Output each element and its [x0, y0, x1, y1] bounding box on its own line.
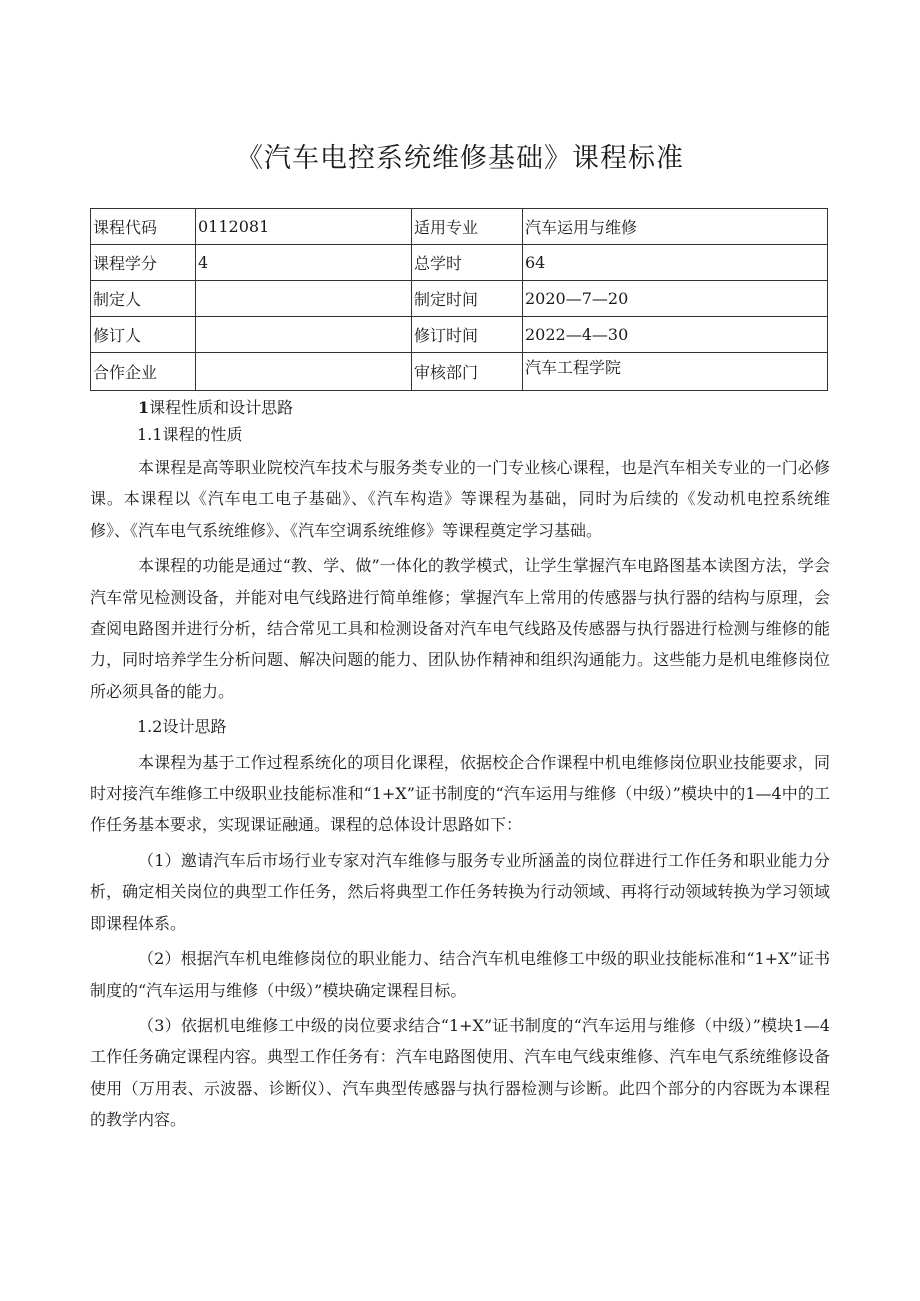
page-title: 《汽车电控系统维修基础》课程标准 [236, 143, 684, 175]
table-row [91, 281, 828, 317]
document-body [90, 394, 830, 1140]
table-cell: 0112081 [196, 209, 412, 245]
table-cell: 64 [523, 245, 828, 281]
subsection-heading: 1.1课程的性质 [137, 425, 243, 444]
table-cell: 汽车运用与维修 [523, 209, 828, 245]
table-cell: 2022—4—30 [523, 317, 828, 353]
table-cell: 修订时间 [412, 317, 523, 353]
paragraph: （1）邀请汽车后市场行业专家对汽车维修与服务专业所涵盖的岗位群进行工作任务和职业能力分析，确定相关岗位的典型工作任务，然后将典型工作任务转换为行动领域、再将行动领域转换为学习领域即课程体系。 [90, 850, 830, 933]
table-cell: 审核部门 [412, 353, 523, 391]
paragraph: 本课程的功能是通过“教、学、做”一体化的教学模式，让学生掌握汽车电路图基本读图方法，学会汽车常见检测设备，并能对电气线路进行简单维修；掌握汽车上常用的传感器与执行器的结构与原理，会查阅电路图并进行分析，结合常见工具和检测设备对汽车电气线路及传感器与执行器进行检测与维修的能力，同时培养学生分析问题、解决问题的能力、团队协作精神和组织沟通能力。这些能力是机电维修岗位所必须具备的能力。 [90, 556, 830, 701]
table-cell: 适用专业 [412, 209, 523, 245]
table-cell: 汽车工程学院 [523, 353, 828, 391]
course-info-table [90, 208, 828, 391]
table-cell: 课程学分 [91, 245, 196, 281]
table-cell: 合作企业 [91, 353, 196, 391]
table-cell [196, 281, 412, 317]
table-cell: 2020—7—20 [523, 281, 828, 317]
table-cell: 修订人 [91, 317, 196, 353]
table-cell: 总学时 [412, 245, 523, 281]
table-cell [196, 317, 412, 353]
table-row [91, 209, 828, 245]
paragraph: （3）依据机电维修工中级的岗位要求结合“1+X”证书制度的“汽车运用与维修（中级）”模块1—4工作任务确定课程内容。典型工作任务有：汽车电路图使用、汽车电气线束维修、汽车电气系统维修设备使用（万用表、示波器、诊断仪）、汽车典型传感器与执行器检测与诊断。此四个部分的内容既为本课程的教学内容。 [90, 1015, 830, 1130]
section-number: 1 [138, 398, 150, 417]
table-cell: 课程代码 [91, 209, 196, 245]
table-cell: 制定人 [91, 281, 196, 317]
table-row [91, 353, 828, 391]
table-row [91, 317, 828, 353]
subsection-heading: 1.2设计思路 [137, 717, 227, 737]
paragraph: 本课程为基于工作过程系统化的项目化课程，依据校企合作课程中机电维修岗位职业技能要求，同时对接汽车维修工中级职业技能标准和“1+X”证书制度的“汽车运用与维修（中级）”模块中的1—4中的工作任务基本要求，实现课证融通。课程的总体设计思路如下： [90, 752, 830, 835]
section-title: 课程性质和设计思路 [149, 398, 294, 417]
table-cell [196, 353, 412, 391]
table-cell: 4 [196, 245, 412, 281]
paragraph: 本课程是高等职业院校汽车技术与服务类专业的一门专业核心课程，也是汽车相关专业的一门必修课。本课程以《汽车电工电子基础》、《汽车构造》等课程为基础，同时为后续的《发动机电控系统维修》、《汽车电气系统维修》、《汽车空调系统维修》等课程奠定学习基础。 [90, 458, 830, 540]
section-heading [90, 394, 830, 422]
paragraph: （2）根据汽车机电维修岗位的职业能力、结合汽车机电维修工中级的职业技能标准和“1+X”证书制度的“汽车运用与维修（中级）”模块确定课程目标。 [90, 949, 830, 1000]
table-cell: 制定时间 [412, 281, 523, 317]
table-row [91, 245, 828, 281]
